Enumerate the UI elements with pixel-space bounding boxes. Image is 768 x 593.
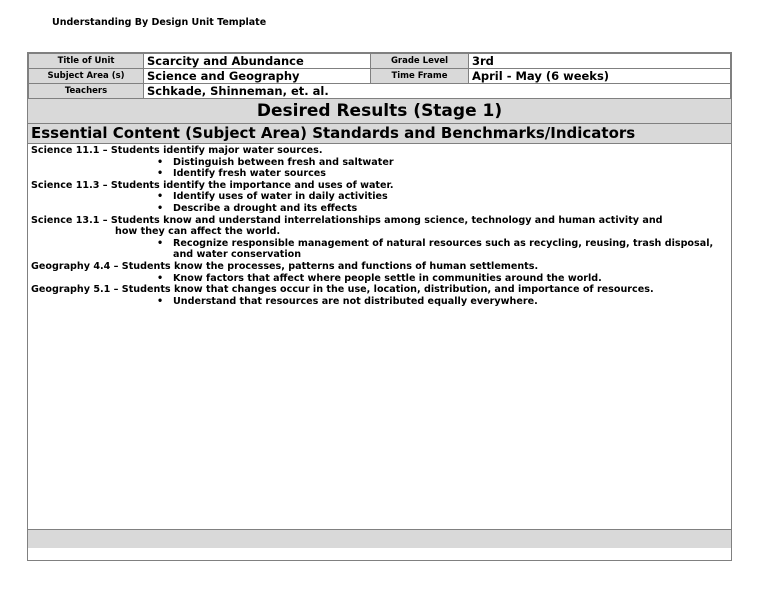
table-row bbox=[29, 54, 731, 69]
bullet-list bbox=[31, 296, 728, 308]
standard-line: Science 11.1 – Students identify major water sources. bbox=[31, 145, 323, 156]
unit-template-frame bbox=[27, 52, 732, 561]
standard-line: Geography 5.1 – Students know that changes occur in the use, location, distribution, and importance of resources. bbox=[31, 284, 654, 296]
title-of-unit-value[interactable]: Scarcity and Abundance bbox=[144, 54, 371, 69]
bullet-list bbox=[31, 157, 728, 180]
bullet-list bbox=[31, 191, 728, 214]
bullet-list bbox=[31, 273, 728, 285]
teachers-label: Teachers bbox=[29, 84, 144, 99]
time-frame-label: Time Frame bbox=[371, 69, 469, 84]
title-of-unit-label: Title of Unit bbox=[29, 54, 144, 69]
standard-line: Science 11.3 – Students identify the importance and uses of water. bbox=[31, 179, 394, 191]
stage-subtitle: Essential Content (Subject Area) Standards and Benchmarks/Indicators bbox=[28, 124, 731, 144]
teachers-value[interactable]: Schkade, Shinneman, et. al. bbox=[144, 84, 731, 99]
table-row bbox=[29, 84, 731, 99]
standard-continuation: how they can affect the world. bbox=[115, 226, 281, 238]
subject-area-label: Subject Area (s) bbox=[29, 69, 144, 84]
time-frame-value[interactable]: April - May (6 weeks) bbox=[469, 69, 731, 84]
unit-info-table bbox=[28, 53, 731, 99]
list-item: • Identify fresh water sources bbox=[173, 168, 728, 180]
list-item: • Distinguish between fresh and saltwater bbox=[173, 157, 728, 169]
list-item: • Describe a drought and its effects bbox=[173, 203, 728, 215]
document-header: Understanding By Design Unit Template bbox=[52, 17, 267, 28]
subject-area-value[interactable]: Science and Geography bbox=[144, 69, 371, 84]
stage-title: Desired Results (Stage 1) bbox=[28, 99, 731, 124]
standard-line: Geography 4.4 – Students know the processes, patterns and functions of human settlements. bbox=[31, 260, 539, 272]
list-item: • Identify uses of water in daily activities bbox=[173, 191, 728, 203]
list-item: • Recognize responsible management of natural resources such as recycling, reusing, trash disposal, and water conservation bbox=[173, 238, 728, 261]
list-item: • Know factors that affect where people settle in communities around the world. bbox=[173, 273, 728, 285]
standards-content[interactable] bbox=[28, 144, 731, 530]
list-item: • Understand that resources are not distributed equally everywhere. bbox=[173, 296, 728, 308]
grade-level-label: Grade Level bbox=[371, 54, 469, 69]
standard-line: Science 13.1 – Students know and understand interrelationships among science, technology and human activity and bbox=[31, 214, 663, 226]
footer-band bbox=[28, 530, 731, 548]
grade-level-value[interactable]: 3rd bbox=[469, 54, 731, 69]
bullet-list bbox=[31, 238, 728, 261]
table-row bbox=[29, 69, 731, 84]
